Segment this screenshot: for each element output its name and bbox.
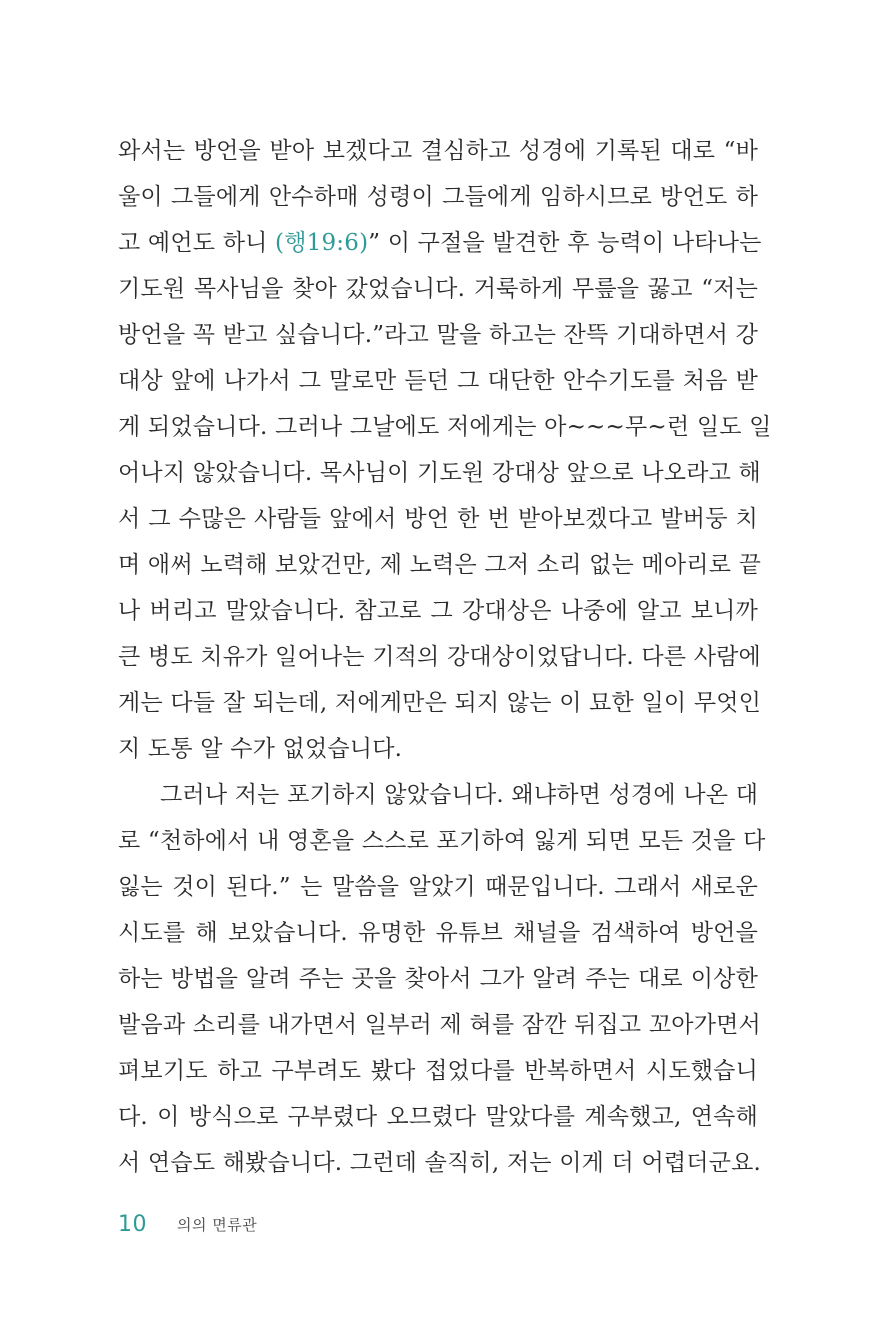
text-line bbox=[118, 867, 758, 907]
running-head: 의의 면류관 bbox=[177, 1215, 258, 1234]
text-line bbox=[118, 1097, 758, 1137]
text-line bbox=[118, 821, 766, 861]
text-line-span: 큰 병도 치유가 일어나는 기적의 강대상이었답니다. 다른 사람에 bbox=[118, 644, 761, 670]
text-line bbox=[118, 361, 758, 401]
text-line-span: 다. 이 방식으로 구부렸다 오므렸다 말았다를 계속했고, 연속해 bbox=[118, 1104, 758, 1130]
text-line bbox=[118, 223, 762, 263]
text-line bbox=[118, 269, 758, 309]
text-line-span: 어나지 않았습니다. 목사님이 기도원 강대상 앞으로 나오라고 해 bbox=[118, 460, 761, 486]
text-line-span: 잃는 것이 된다.” 는 말씀을 알았기 때문입니다. 그래서 새로운 bbox=[118, 874, 758, 900]
text-line-span: 나 버리고 말았습니다. 참고로 그 강대상은 나중에 알고 보니까 bbox=[118, 598, 758, 624]
text-line-span: 로 “천하에서 내 영혼을 스스로 포기하여 잃게 되면 모든 것을 다 bbox=[118, 828, 766, 854]
text-line-span: 며 애써 노력해 보았건만, 제 노력은 그저 소리 없는 메아리로 끝 bbox=[118, 552, 762, 578]
text-line bbox=[118, 729, 758, 769]
text-line bbox=[118, 453, 761, 493]
text-line-span: ” 이 구절을 발견한 후 능력이 나타나는 bbox=[368, 230, 762, 256]
text-line-span: 고 예언도 하니 bbox=[118, 230, 276, 256]
text-line bbox=[118, 407, 772, 447]
page-number: 10 bbox=[118, 1211, 147, 1237]
text-line-span: 그러나 저는 포기하지 않았습니다. 왜냐하면 성경에 나온 대 bbox=[160, 782, 759, 808]
text-line-paragraph-start bbox=[160, 775, 758, 815]
text-line bbox=[118, 637, 761, 677]
scripture-reference: (행19:6) bbox=[275, 230, 369, 256]
text-line bbox=[118, 545, 762, 585]
text-line-span: 대상 앞에 나가서 그 말로만 듣던 그 대단한 안수기도를 처음 받 bbox=[118, 368, 758, 394]
text-line bbox=[118, 1051, 758, 1091]
text-line bbox=[118, 1143, 762, 1183]
text-line-span: 하는 방법을 알려 주는 곳을 찾아서 그가 알려 주는 대로 이상한 bbox=[118, 966, 758, 992]
text-line bbox=[118, 499, 758, 539]
text-line-span: 발음과 소리를 내가면서 일부러 제 혀를 잠깐 뒤집고 꼬아가면서 bbox=[118, 1012, 761, 1038]
text-line-span: 게는 다들 잘 되는데, 저에게만은 되지 않는 이 묘한 일이 무엇인 bbox=[118, 690, 762, 716]
text-line-span: 서 연습도 해봤습니다. 그런데 솔직히, 저는 이게 더 어렵더군요. bbox=[118, 1150, 762, 1176]
text-line bbox=[118, 177, 758, 217]
text-line-span: 펴보기도 하고 구부려도 봤다 접었다를 반복하면서 시도했습니 bbox=[118, 1058, 758, 1084]
text-line bbox=[118, 1005, 761, 1045]
text-line bbox=[118, 913, 758, 953]
text-line-span: 게 되었습니다. 그러나 그날에도 저에게는 아~~~무~런 일도 일 bbox=[118, 414, 772, 440]
text-line bbox=[118, 959, 758, 999]
page-footer bbox=[118, 1206, 257, 1242]
text-line bbox=[118, 683, 762, 723]
text-line-span: 기도원 목사님을 찾아 갔었습니다. 거룩하게 무릎을 꿇고 “저는 bbox=[118, 276, 758, 302]
text-line bbox=[118, 315, 758, 355]
text-line-span: 서 그 수많은 사람들 앞에서 방언 한 번 받아보겠다고 발버둥 치 bbox=[118, 506, 758, 532]
text-line-span: 방언을 꼭 받고 싶습니다.”라고 말을 하고는 잔뜩 기대하면서 강 bbox=[118, 322, 759, 348]
text-line-span: 지 도통 알 수가 없었습니다. bbox=[118, 736, 403, 762]
text-line-span: 와서는 방언을 받아 보겠다고 결심하고 성경에 기록된 대로 “바 bbox=[118, 138, 758, 164]
text-line-span: 울이 그들에게 안수하매 성령이 그들에게 임하시므로 방언도 하 bbox=[118, 184, 758, 210]
text-line-span: 시도를 해 보았습니다. 유명한 유튜브 채널을 검색하여 방언을 bbox=[118, 920, 758, 946]
text-line bbox=[118, 131, 758, 171]
text-line bbox=[118, 591, 758, 631]
